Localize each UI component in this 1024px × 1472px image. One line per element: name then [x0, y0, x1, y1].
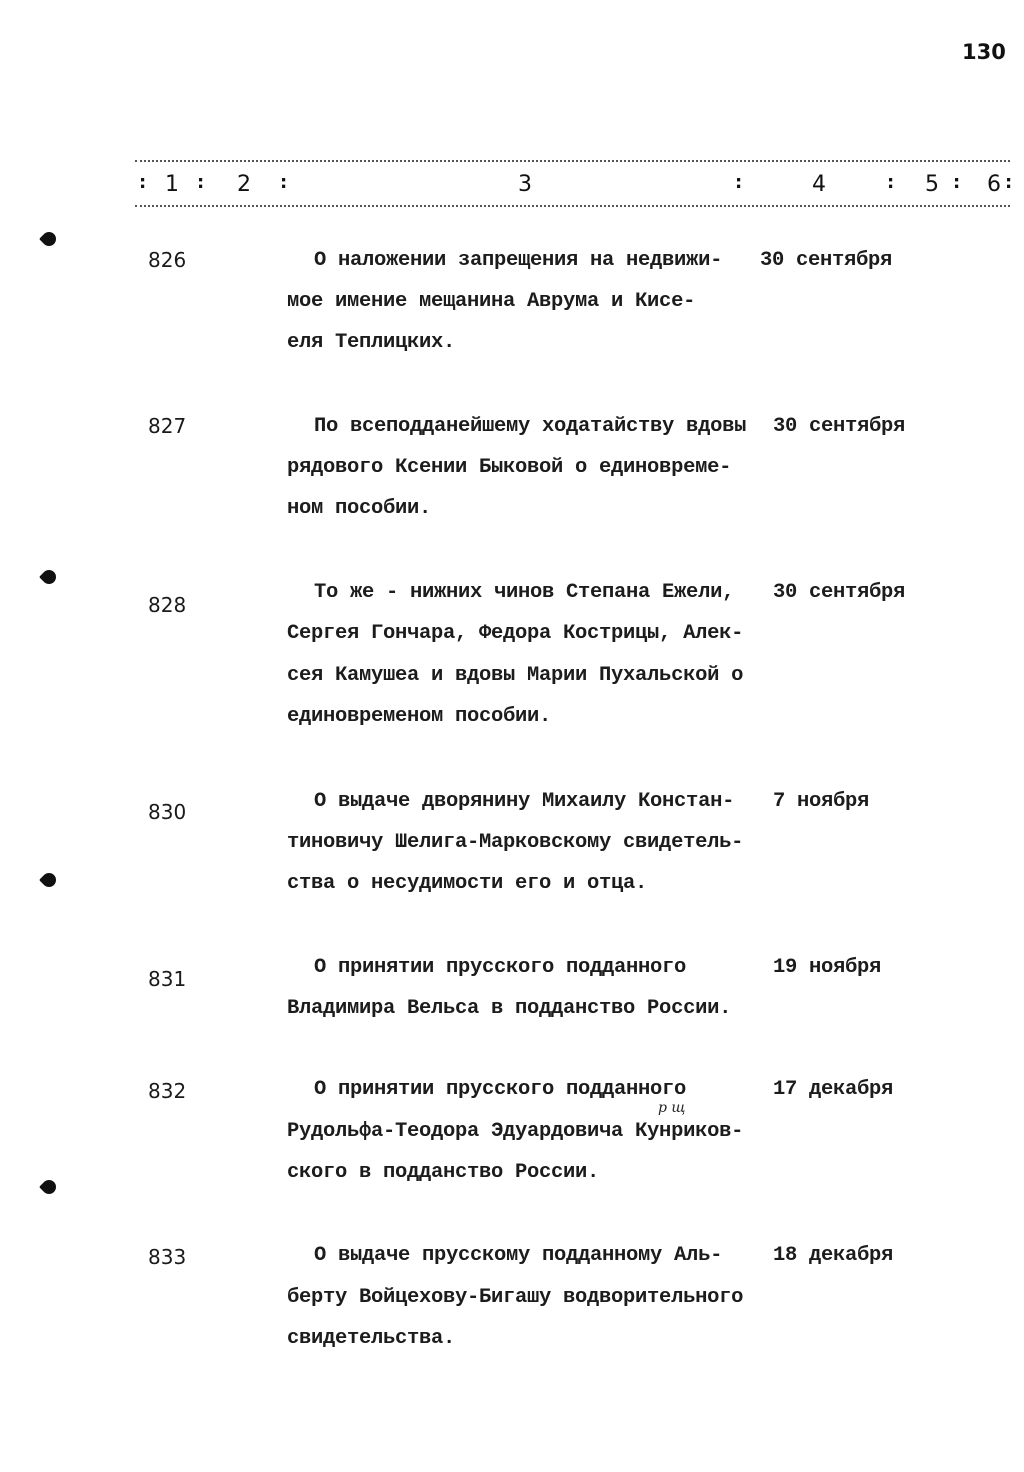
entry-number: 827 — [148, 414, 187, 438]
entry-number: 833 — [148, 1245, 187, 1269]
entry-number: 828 — [148, 593, 187, 617]
punch-hole-icon — [39, 1177, 59, 1197]
header-rule-bottom — [135, 205, 1010, 207]
column-separator: : — [1005, 172, 1013, 193]
column-separator: : — [197, 172, 205, 193]
entry-text-line: ном пособии. — [287, 497, 432, 520]
handwritten-annotation: р щ — [658, 1100, 686, 1116]
entry-text-line: По всеподданейшему ходатайству вдовы — [314, 415, 747, 438]
entry-text-line: тиновичу Шелига-Марковскому свидетель- — [287, 831, 744, 854]
punch-hole-icon — [39, 870, 59, 890]
entry-text-line: рядового Ксении Быковой о единовреме- — [287, 456, 732, 479]
entry-text-line: Рудольфа-Теодора Эдуардовича Кунриков- — [287, 1120, 744, 1143]
punch-hole-icon — [39, 229, 59, 249]
table-column-header — [135, 170, 1015, 200]
column-header-2: 2 — [237, 172, 251, 197]
entry-number: 831 — [148, 967, 187, 991]
column-header-6: 6 — [987, 172, 1001, 197]
entry-date: 17 декабря — [773, 1078, 894, 1101]
entry-number: 826 — [148, 248, 187, 272]
entry-date: 7 ноября — [773, 790, 870, 813]
column-separator: : — [887, 172, 895, 193]
column-header-1: 1 — [165, 172, 179, 197]
page-number: 130 — [962, 40, 1006, 64]
entry-date: 30 сентября — [773, 581, 906, 604]
entry-date: 18 декабря — [773, 1244, 894, 1267]
column-separator: : — [280, 172, 288, 193]
column-header-3: 3 — [518, 172, 532, 197]
entry-text-line: ского в подданство России. — [287, 1161, 600, 1184]
punch-hole-icon — [39, 567, 59, 587]
entry-text-line: О принятии прусского подданного — [314, 956, 687, 979]
header-rule-top — [135, 160, 1010, 162]
entry-text-line: мое имение мещанина Аврума и Кисе- — [287, 290, 696, 313]
entry-text-line: берту Войцехову-Бигашу водворительного — [287, 1286, 744, 1309]
entry-text-line: свидетельства. — [287, 1327, 456, 1350]
entry-text-line: О выдаче прусскому подданному Аль- — [314, 1244, 723, 1267]
entry-number: 832 — [148, 1079, 187, 1103]
entry-number: 830 — [148, 800, 187, 824]
entry-text-line: О принятии прусского подданного — [314, 1078, 687, 1101]
entry-date: 19 ноября — [773, 956, 882, 979]
entry-text-line: То же - нижних чинов Степана Ежели, — [314, 581, 735, 604]
entry-text-line: еля Теплицких. — [287, 331, 456, 354]
entry-text-line: Сергея Гончара, Федора Кострицы, Алек- — [287, 622, 744, 645]
column-separator: : — [953, 172, 961, 193]
entry-text-line: О наложении запрещения на недвижи- — [314, 249, 723, 272]
column-header-5: 5 — [925, 172, 939, 197]
column-separator: : — [139, 172, 147, 193]
entry-text-line: Владимира Вельса в подданство России. — [287, 997, 732, 1020]
entry-text-line: ства о несудимости его и отца. — [287, 872, 648, 895]
entry-text-line: О выдаче дворянину Михаилу Констан- — [314, 790, 735, 813]
entry-text-line: сея Камушеа и вдовы Марии Пухальской о — [287, 664, 744, 687]
entry-text-line: единовременом пособии. — [287, 705, 552, 728]
column-header-4: 4 — [812, 172, 826, 197]
column-separator: : — [735, 172, 743, 193]
entry-date: 30 сентября — [773, 415, 906, 438]
entry-date: 30 сентября — [760, 249, 893, 272]
